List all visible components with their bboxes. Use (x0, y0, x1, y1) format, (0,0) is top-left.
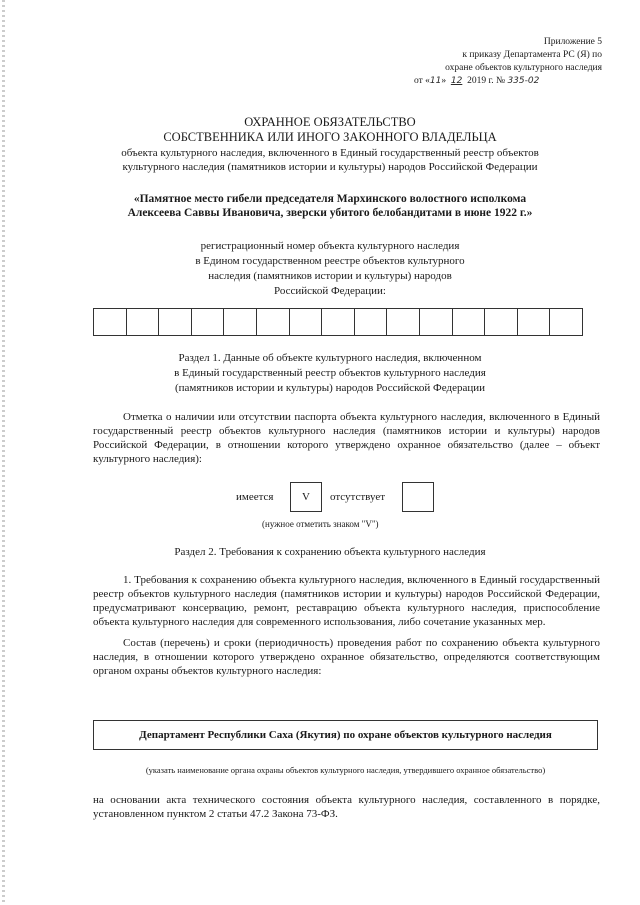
requirements-paragraph: 1. Требования к сохранению объекта культурного наследия, включенного в Единый государственный реестр объектов культурного наследия (памятников истории и культуры) народов Российской Федерации, предусматривают консервацию, ремонт, реставрацию объекта культурного наследия, приспособление объекта культурного наследия для современного использования, либо сочетание указанных мер. (93, 574, 600, 628)
reg-digit-box[interactable] (321, 308, 355, 336)
reg-digit-box[interactable] (126, 308, 160, 336)
scan-edge (2, 0, 5, 905)
handwritten-day: 11 (429, 76, 442, 86)
title-line: ОХРАННОЕ ОБЯЗАТЕЛЬСТВО (244, 115, 416, 129)
subtitle-line: культурного наследия (памятников истории и культуры) народов Российской Федерации (122, 161, 538, 173)
reg-digit-box[interactable] (419, 308, 453, 336)
reg-digit-box[interactable] (354, 308, 388, 336)
title-line: СОБСТВЕННИКА ИЛИ ИНОГО ЗАКОННОГО ВЛАДЕЛЬЦА (163, 130, 497, 144)
subtitle-line: объекта культурного наследия, включенного в Единый государственный реестр объектов (121, 147, 539, 159)
section2-heading: Раздел 2. Требования к сохранению объекта культурного наследия (174, 546, 486, 558)
appendix-line: Приложение 5 (543, 37, 602, 47)
document-title (60, 115, 600, 145)
registration-line: в Едином государственном реестре объектов культурного (195, 255, 465, 267)
appendix-date-line (402, 75, 602, 88)
registration-caption (60, 239, 600, 299)
section1-line: (памятников истории и культуры) народов Российской Федерации (174, 382, 485, 394)
present-checkbox[interactable]: V (290, 482, 322, 512)
present-label: имеется (236, 491, 274, 503)
section1-heading (60, 351, 600, 396)
reg-digit-box[interactable] (452, 308, 486, 336)
reg-digit-box[interactable] (191, 308, 225, 336)
registration-line: регистрационный номер объекта культурного наследия (200, 240, 460, 252)
date-quote: » (441, 76, 447, 86)
passport-paragraph: Отметка о наличии или отсутствии паспорта объекта культурного наследия, включенного в Единый государственный реестр объектов культурного наследия (памятников истории и культуры) народов Российской Федерации, в отношении которого утверждено охранное обязательство (далее – объект культурного наследия): (93, 411, 600, 465)
reg-digit-box[interactable] (289, 308, 323, 336)
registration-line: наследия (памятников истории и культуры) народов (208, 270, 452, 282)
authority-field[interactable]: Департамент Республики Саха (Якутия) по охране объектов культурного наследия (93, 720, 598, 750)
reg-digit-box[interactable] (223, 308, 257, 336)
basis-paragraph: на основании акта технического состояния объекта культурного наследия, составленного в порядке, установленном пунктом 2 статьи 47.2 Закона 73-ФЗ. (93, 794, 600, 820)
mark-instruction: (нужное отметить знаком "V") (262, 519, 379, 529)
section1-line: Раздел 1. Данные об объекте культурного наследия, включенном (178, 352, 482, 364)
appendix-header (402, 36, 602, 88)
object-name-line: «Памятное место гибели председателя Мархинского волостного исполкома (133, 193, 527, 205)
date-prefix: от « (414, 76, 430, 86)
section1-line: в Единый государственный реестр объектов культурного наследия (174, 367, 486, 379)
reg-digit-box[interactable] (158, 308, 192, 336)
absent-label: отсутствует (330, 491, 386, 503)
object-name (60, 192, 600, 220)
absent-checkbox[interactable] (402, 482, 434, 512)
date-year: 2019 г. № (467, 76, 506, 86)
works-paragraph: Состав (перечень) и сроки (периодичность) проведения работ по сохранению объекта культурного наследия, в отношении которого утверждено охранное обязательство, определяются соответствующим органом охраны объектов культурного наследия: (93, 637, 600, 677)
registration-line: Российской Федерации: (274, 285, 386, 297)
reg-digit-box[interactable] (549, 308, 583, 336)
handwritten-number: 335-02 (507, 76, 540, 86)
object-name-line: Алексеева Саввы Ивановича, зверски убитого белобандитами в июне 1922 г.» (127, 207, 533, 219)
registration-number-boxes[interactable] (93, 308, 582, 336)
document-subtitle (60, 146, 600, 174)
reg-digit-box[interactable] (517, 308, 551, 336)
reg-digit-box[interactable] (484, 308, 518, 336)
appendix-line: к приказу Департамента РС (Я) по (462, 50, 602, 60)
reg-digit-box[interactable] (256, 308, 290, 336)
authority-note: (указать наименование органа охраны объектов культурного наследия, утвердившего охранное обязательство) (145, 765, 546, 775)
handwritten-month: 12 (450, 76, 463, 86)
appendix-line: охране объектов культурного наследия (445, 63, 602, 73)
reg-digit-box[interactable] (93, 308, 127, 336)
reg-digit-box[interactable] (386, 308, 420, 336)
